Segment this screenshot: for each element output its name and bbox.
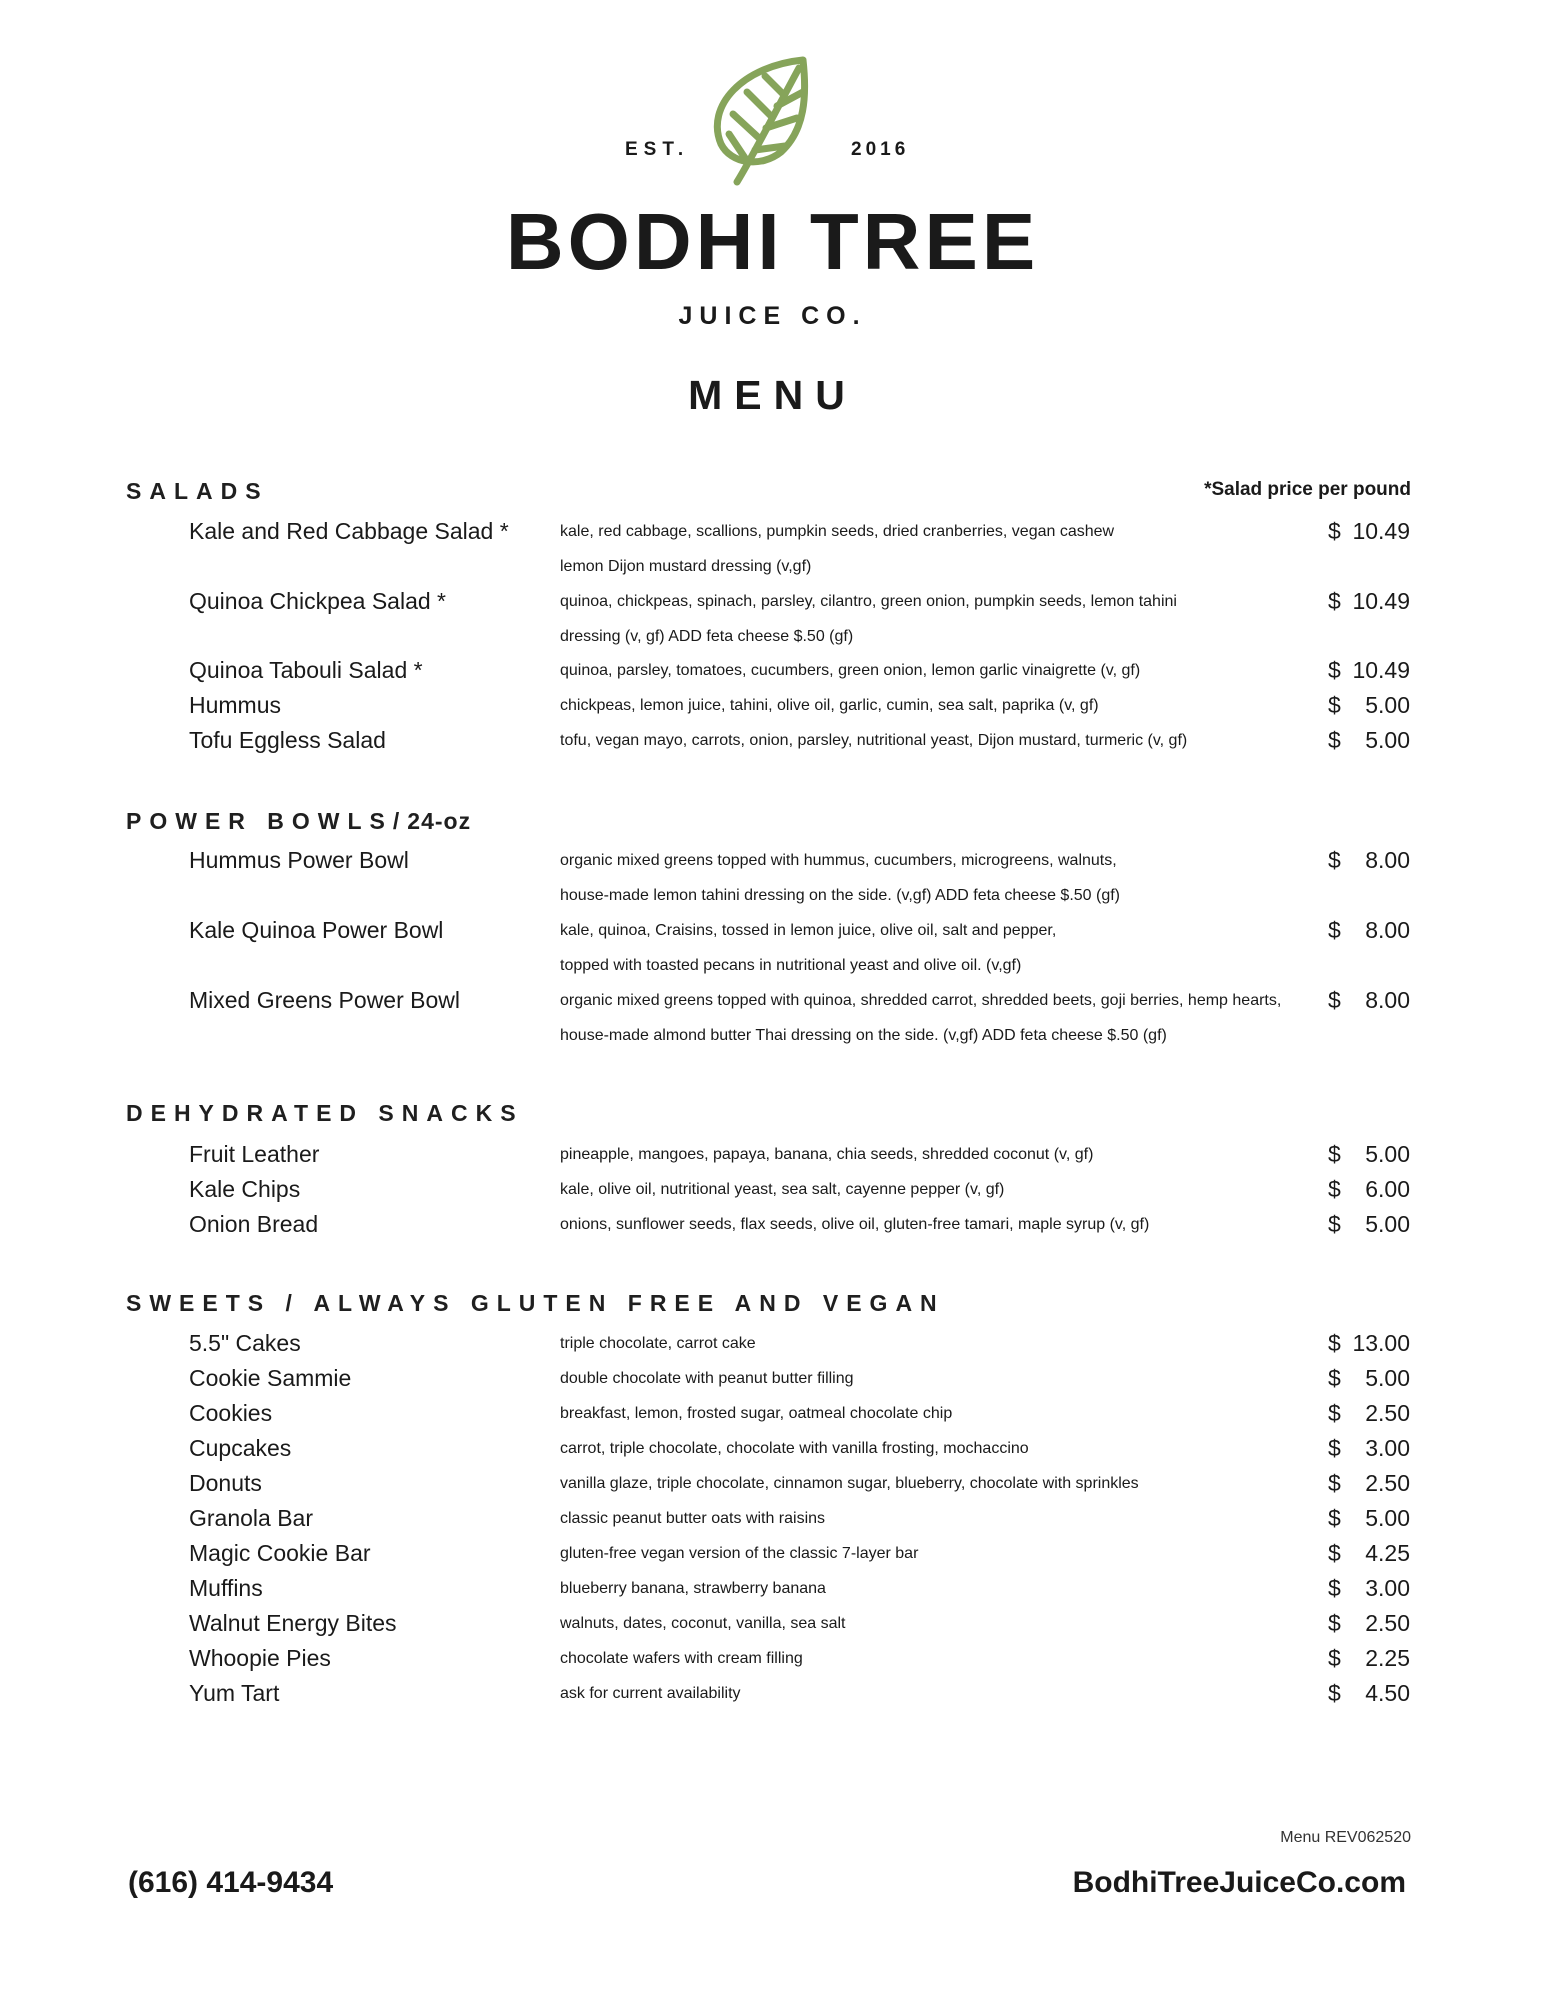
brand-name: BODHI TREE [505, 197, 1040, 286]
price-currency: $ [1328, 1400, 1341, 1426]
price-currency: $ [1328, 1645, 1341, 1671]
section-title-sweets: SWEETS / ALWAYS GLUTEN FREE AND VEGAN [126, 1290, 945, 1316]
website-url: BodhiTreeJuiceCo.com [1072, 1866, 1406, 1899]
menu-item-description: walnuts, dates, coconut, vanilla, sea salt [560, 1615, 846, 1632]
price-currency: $ [1328, 518, 1341, 544]
menu-item-description: chocolate wafers with cream filling [560, 1650, 803, 1667]
menu-item-price [1328, 518, 1410, 545]
menu-item-name: Cookie Sammie [189, 1365, 352, 1391]
menu-item-name: Quinoa Chickpea Salad * [189, 588, 446, 614]
menu-item-description: carrot, triple chocolate, chocolate with vanilla frosting, mochaccino [560, 1440, 1029, 1457]
menu-item-description: vanilla glaze, triple chocolate, cinnamon sugar, blueberry, chocolate with sprinkles [560, 1475, 1139, 1492]
menu-item-name: Cookies [189, 1400, 273, 1426]
price-currency: $ [1328, 1575, 1341, 1601]
menu-item-name: Yum Tart [189, 1680, 280, 1706]
menu-item-price [1328, 1575, 1410, 1602]
menu-item-description: classic peanut butter oats with raisins [560, 1510, 826, 1527]
price-amount: 5.00 [1365, 727, 1410, 753]
menu-item-name: Fruit Leather [189, 1141, 320, 1167]
price-amount: 10.49 [1352, 518, 1410, 544]
price-currency: $ [1328, 1365, 1341, 1391]
price-amount: 8.00 [1365, 987, 1410, 1013]
leaf-logo-icon [703, 56, 823, 186]
price-currency: $ [1328, 917, 1341, 943]
price-currency: $ [1328, 1211, 1341, 1237]
menu-item-description: organic mixed greens topped with quinoa, shredded carrot, shredded beets, goji berries, hemp hearts, house-made almond butter Thai dressing on the side. (v,gf) ADD feta cheese $.50 (gf) [560, 992, 1282, 1044]
menu-item-description: quinoa, chickpeas, spinach, parsley, cilantro, green onion, pumpkin seeds, lemon tahini dressing (v, gf) ADD feta cheese $.50 (gf) [560, 593, 1177, 645]
price-amount: 2.50 [1365, 1610, 1410, 1636]
price-currency: $ [1328, 1330, 1341, 1356]
section-subtitle: 24-oz [407, 808, 472, 834]
menu-item-price [1328, 1435, 1410, 1462]
menu-item-description: chickpeas, lemon juice, tahini, olive oil, garlic, cumin, sea salt, paprika (v, gf) [560, 697, 1099, 714]
price-currency: $ [1328, 588, 1341, 614]
menu-item-description: pineapple, mangoes, papaya, banana, chia seeds, shredded coconut (v, gf) [560, 1146, 1094, 1163]
menu-item-price [1328, 1400, 1410, 1427]
menu-item-description: blueberry banana, strawberry banana [560, 1580, 826, 1597]
menu-item-price [1328, 1470, 1410, 1497]
price-currency: $ [1328, 1505, 1341, 1531]
price-amount: 3.00 [1365, 1575, 1410, 1601]
price-amount: 8.00 [1365, 917, 1410, 943]
price-currency: $ [1328, 1176, 1341, 1202]
menu-item-price [1328, 1680, 1410, 1707]
menu-item-name: Kale Quinoa Power Bowl [189, 917, 444, 943]
menu-item-name: Kale Chips [189, 1176, 301, 1202]
price-amount: 2.50 [1365, 1470, 1410, 1496]
price-amount: 5.00 [1365, 1211, 1410, 1237]
price-amount: 2.25 [1365, 1645, 1410, 1671]
menu-item-description: gluten-free vegan version of the classic 7-layer bar [560, 1545, 919, 1562]
menu-item-price [1328, 1211, 1410, 1238]
menu-item-price [1328, 1610, 1410, 1637]
price-amount: 10.49 [1352, 588, 1410, 614]
price-amount: 13.00 [1352, 1330, 1410, 1356]
price-currency: $ [1328, 1540, 1341, 1566]
price-amount: 8.00 [1365, 847, 1410, 873]
price-amount: 2.50 [1365, 1400, 1410, 1426]
menu-item-name: Hummus [189, 692, 282, 718]
menu-item-price [1328, 847, 1410, 874]
menu-item-description: tofu, vegan mayo, carrots, onion, parsley, nutritional yeast, Dijon mustard, turmeric (v, gf) [560, 732, 1188, 749]
menu-item-description: onions, sunflower seeds, flax seeds, olive oil, gluten-free tamari, maple syrup (v, gf) [560, 1216, 1150, 1233]
menu-item-name: Whoopie Pies [189, 1645, 331, 1671]
menu-item-price [1328, 727, 1410, 754]
price-currency: $ [1328, 847, 1341, 873]
menu-item-name: Walnut Energy Bites [189, 1610, 397, 1636]
menu-item-name: Mixed Greens Power Bowl [189, 987, 460, 1013]
price-amount: 10.49 [1352, 657, 1410, 683]
established-label: EST. [625, 139, 690, 160]
menu-item-name: Quinoa Tabouli Salad * [189, 657, 423, 683]
menu-item-name: Tofu Eggless Salad [189, 727, 386, 753]
menu-item-price [1328, 692, 1410, 719]
menu-title: MENU [688, 372, 857, 418]
price-amount: 4.50 [1365, 1680, 1410, 1706]
menu-item-description: quinoa, parsley, tomatoes, cucumbers, green onion, lemon garlic vinaigrette (v, gf) [560, 662, 1141, 679]
price-amount: 5.00 [1365, 1505, 1410, 1531]
section-title-text: POWER BOWLS/ [126, 808, 408, 834]
price-currency: $ [1328, 1141, 1341, 1167]
menu-item-name: Granola Bar [189, 1505, 314, 1531]
menu-item-price [1328, 917, 1410, 944]
menu-item-price [1328, 1141, 1410, 1168]
menu-item-price [1328, 657, 1410, 684]
price-currency: $ [1328, 1680, 1341, 1706]
menu-revision: Menu REV062520 [1280, 1829, 1411, 1846]
menu-item-description: kale, quinoa, Craisins, tossed in lemon juice, olive oil, salt and pepper, topped with toasted pecans in nutritional yeast and olive oil. (v,gf) [560, 922, 1057, 974]
menu-item-name: Muffins [189, 1575, 263, 1601]
section-title-power-bowls [126, 808, 471, 835]
menu-item-description: kale, olive oil, nutritional yeast, sea salt, cayenne pepper (v, gf) [560, 1181, 1005, 1198]
menu-item-description: breakfast, lemon, frosted sugar, oatmeal chocolate chip [560, 1405, 953, 1422]
brand-tagline [0, 302, 1545, 331]
menu-item-description: triple chocolate, carrot cake [560, 1335, 756, 1352]
menu-item-name: Magic Cookie Bar [189, 1540, 371, 1566]
menu-item-name: Donuts [189, 1470, 262, 1496]
price-currency: $ [1328, 1435, 1341, 1461]
menu-item-price [1328, 1330, 1410, 1357]
price-amount: 5.00 [1365, 1365, 1410, 1391]
price-amount: 5.00 [1365, 692, 1410, 718]
menu-item-description: organic mixed greens topped with hummus, cucumbers, microgreens, walnuts, house-made lemon tahini dressing on the side. (v,gf) ADD feta cheese $.50 (gf) [560, 852, 1121, 904]
price-currency: $ [1328, 727, 1341, 753]
menu-item-name: Cupcakes [189, 1435, 292, 1461]
menu-item-description: ask for current availability [560, 1685, 741, 1702]
menu-item-name: Kale and Red Cabbage Salad * [189, 518, 509, 544]
price-amount: 6.00 [1365, 1176, 1410, 1202]
price-currency: $ [1328, 1470, 1341, 1496]
price-amount: 5.00 [1365, 1141, 1410, 1167]
price-amount: 4.25 [1365, 1540, 1410, 1566]
price-currency: $ [1328, 987, 1341, 1013]
price-currency: $ [1328, 692, 1341, 718]
menu-item-description: kale, red cabbage, scallions, pumpkin seeds, dried cranberries, vegan cashew lemon Dijon mustard dressing (v,gf) [560, 523, 1115, 575]
menu-item-price [1328, 987, 1410, 1014]
phone-number: (616) 414-9434 [128, 1866, 334, 1899]
brand-tagline-text: JUICE CO. [678, 302, 867, 330]
section-title-snacks: DEHYDRATED SNACKS [126, 1100, 524, 1126]
menu-item-price [1328, 1505, 1410, 1532]
price-amount: 3.00 [1365, 1435, 1410, 1461]
menu-item-price [1328, 588, 1410, 615]
section-title-salads: SALADS [126, 478, 269, 504]
menu-item-name: Hummus Power Bowl [189, 847, 409, 873]
price-currency: $ [1328, 1610, 1341, 1636]
menu-item-price [1328, 1540, 1410, 1567]
salad-price-note: *Salad price per pound [1204, 479, 1411, 500]
established-year: 2016 [851, 139, 910, 160]
menu-item-name: Onion Bread [189, 1211, 319, 1237]
price-currency: $ [1328, 657, 1341, 683]
menu-item-price [1328, 1365, 1410, 1392]
menu-item-price [1328, 1645, 1410, 1672]
menu-item-description: double chocolate with peanut butter filling [560, 1370, 854, 1387]
menu-item-price [1328, 1176, 1410, 1203]
menu-item-name: 5.5" Cakes [189, 1330, 301, 1356]
